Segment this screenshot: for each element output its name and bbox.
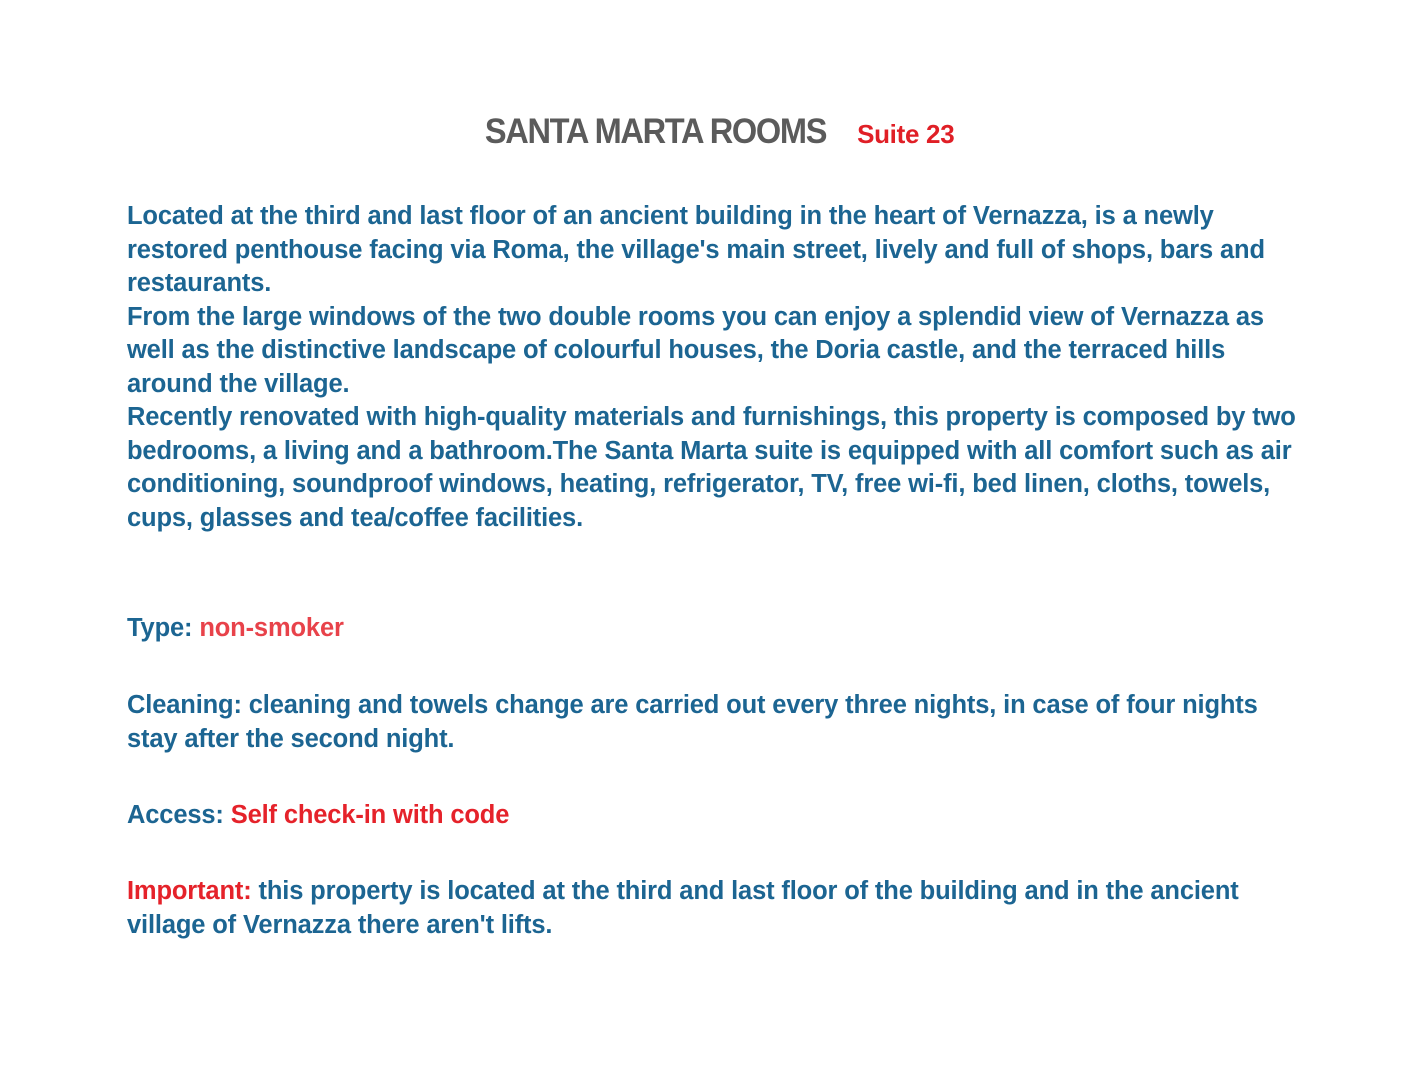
- type-section: [127, 612, 1307, 646]
- type-value: non-smoker: [199, 614, 344, 642]
- header: [0, 112, 1426, 152]
- suite-label: Suite 23: [857, 119, 955, 149]
- description-paragraph-amenities: Recently renovated with high-quality materials and furnishings, this property is composed by two bedrooms, a living and a bathroom.The Santa Marta suite is equipped with all comfort such as air conditioning, soundproof windows, heating, refrigerator, TV, free wi-fi, bed linen, cloths, towels, cups, glasses and tea/coffee facilities.: [127, 403, 1296, 532]
- important-label: Important:: [127, 877, 252, 905]
- type-label: Type:: [127, 614, 193, 642]
- page-title: SANTA MARTA ROOMS: [484, 112, 826, 151]
- description-paragraph-view: From the large windows of the two double rooms you can enjoy a splendid view of Vernazza as well as the distinctive landscape of colourful houses, the Doria castle, and the terraced hills around the village.: [127, 302, 1264, 398]
- important-value: this property is located at the third and last floor of the building and in the ancient village of Vernazza there aren't lifts.: [127, 877, 1239, 939]
- important-section: [127, 875, 1307, 942]
- access-section: [127, 799, 1307, 833]
- cleaning-label: Cleaning:: [127, 691, 242, 719]
- access-value: Self check-in with code: [230, 801, 510, 829]
- access-label: Access:: [127, 801, 224, 829]
- description-section: [127, 200, 1307, 535]
- cleaning-section: [127, 689, 1307, 756]
- cleaning-value: cleaning and towels change are carried out every three nights, in case of four nights stay after the second night.: [127, 691, 1258, 753]
- description-paragraph-location: Located at the third and last floor of an ancient building in the heart of Vernazza, is a newly restored penthouse facing via Roma, the village's main street, lively and full of shops, bars and restaurants.: [127, 202, 1265, 297]
